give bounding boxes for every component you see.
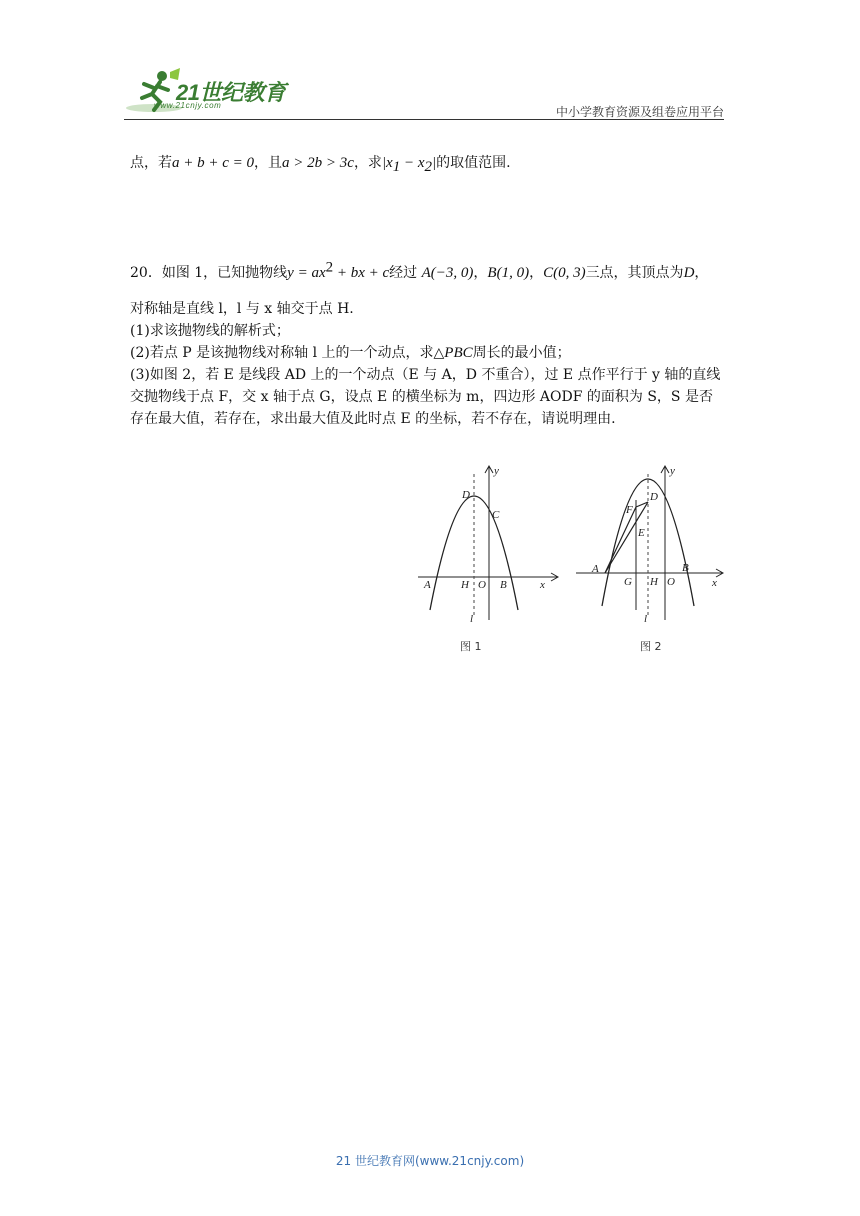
label-a: A (424, 579, 431, 591)
point-b: B(1, 0) (487, 265, 530, 281)
label-y: y (670, 465, 675, 477)
q19-eq-3b: − x (400, 155, 425, 171)
label-h: H (461, 579, 469, 591)
q19-condition: 点，若a + b + c = 0，且a > 2b > 3c，求$|x_1 - x_2|$的取值范围. (130, 155, 511, 175)
point-c: C(0, 3) (543, 265, 586, 281)
q20-sub-2c: 周长的最小值； (472, 345, 571, 361)
label-o: O (478, 579, 486, 591)
q19-eq-3a: |x (381, 155, 393, 171)
label-e: E (638, 527, 645, 539)
runner-logo-icon (124, 66, 184, 118)
label-d: D (462, 489, 470, 501)
label-c: C (492, 509, 500, 521)
q20-sub-3b: 交抛物线于点 F，交 x 轴于点 G，设点 E 的横坐标为 m，四边形 AODF 的面积为 S，S 是否 (130, 389, 713, 405)
q20-line-2: 对称轴是直线 l，l 与 x 轴交于点 H. (130, 301, 354, 317)
q20-sub-2 (130, 342, 571, 364)
label-l: l (470, 613, 474, 625)
q20-eq: y = ax (287, 265, 326, 281)
label-x: x (540, 579, 545, 591)
label-b: B (500, 579, 507, 591)
q20-text-2: 三点，其顶点为 (585, 265, 684, 281)
point-d: D (683, 265, 695, 281)
label-o: O (667, 576, 675, 588)
label-g: G (624, 576, 632, 588)
q19-text-1: 点，若 (130, 155, 172, 171)
q19-eq-2: a > 2b > 3c (282, 155, 354, 171)
label-a: A (592, 563, 599, 575)
figure-2 (570, 460, 730, 660)
q20-sub-3a: (3)如图 2，若 E 是线段 AD 上的一个动点（E 与 A，D 不重合），过 E 点作平行于 y 轴的直线 (130, 367, 721, 383)
label-x: x (712, 577, 717, 589)
label-h: H (650, 576, 658, 588)
q20-text-1: 经过 (389, 265, 418, 281)
point-a: A(−3, 0) (421, 265, 474, 281)
q20-sub-2a: (2)若点 P 是该抛物线对称轴 l 上的一个动点，求△ (130, 345, 445, 361)
segment-af (605, 507, 636, 573)
q20-sub-3c: 存在最大值，若存在，求出最大值及此时点 E 的坐标，若不存在，请说明理由. (130, 411, 616, 427)
label-b: B (682, 562, 689, 574)
logo (124, 66, 294, 118)
page-header (124, 66, 724, 118)
q19-eq-1: a + b + c = 0 (172, 155, 255, 171)
logo-text: 21世纪教育 (176, 80, 286, 105)
label-y: y (494, 465, 499, 477)
q19-text-4: 的取值范围. (436, 155, 511, 171)
q20-number: 20．如图 1，已知抛物线 (130, 265, 288, 281)
label-l: l (644, 613, 648, 625)
q20-sub-2b: PBC (444, 345, 473, 361)
logo-url: www.21cnjy.com (154, 101, 222, 110)
platform-title: 中小学教育资源及组卷应用平台 (555, 105, 724, 119)
footer-link[interactable]: 21 世纪教育网(www.21cnjy.com) (335, 1154, 525, 1168)
q20-eq-b: + bx + c (333, 265, 390, 281)
figure-2-caption: 图 2 (640, 640, 662, 653)
q19-text-3: ，求 (353, 155, 382, 171)
header-divider (124, 119, 724, 120)
figure-1-caption: 图 1 (460, 640, 482, 653)
q20-line-1: 20．如图 1，已知抛物线$y = ax^2$ + bx + c经过 A(−3, 0)，B(1, 0)，C(0, 3)三点，其顶点为D， (130, 259, 709, 281)
q19-eq-3c: | (432, 155, 437, 171)
label-f: F (626, 504, 633, 516)
figure-1 (410, 460, 560, 660)
q20-sub-1: (1)求该抛物线的解析式； (130, 323, 290, 339)
label-d: D (650, 491, 658, 503)
q19-text-2: ，且 (254, 155, 283, 171)
